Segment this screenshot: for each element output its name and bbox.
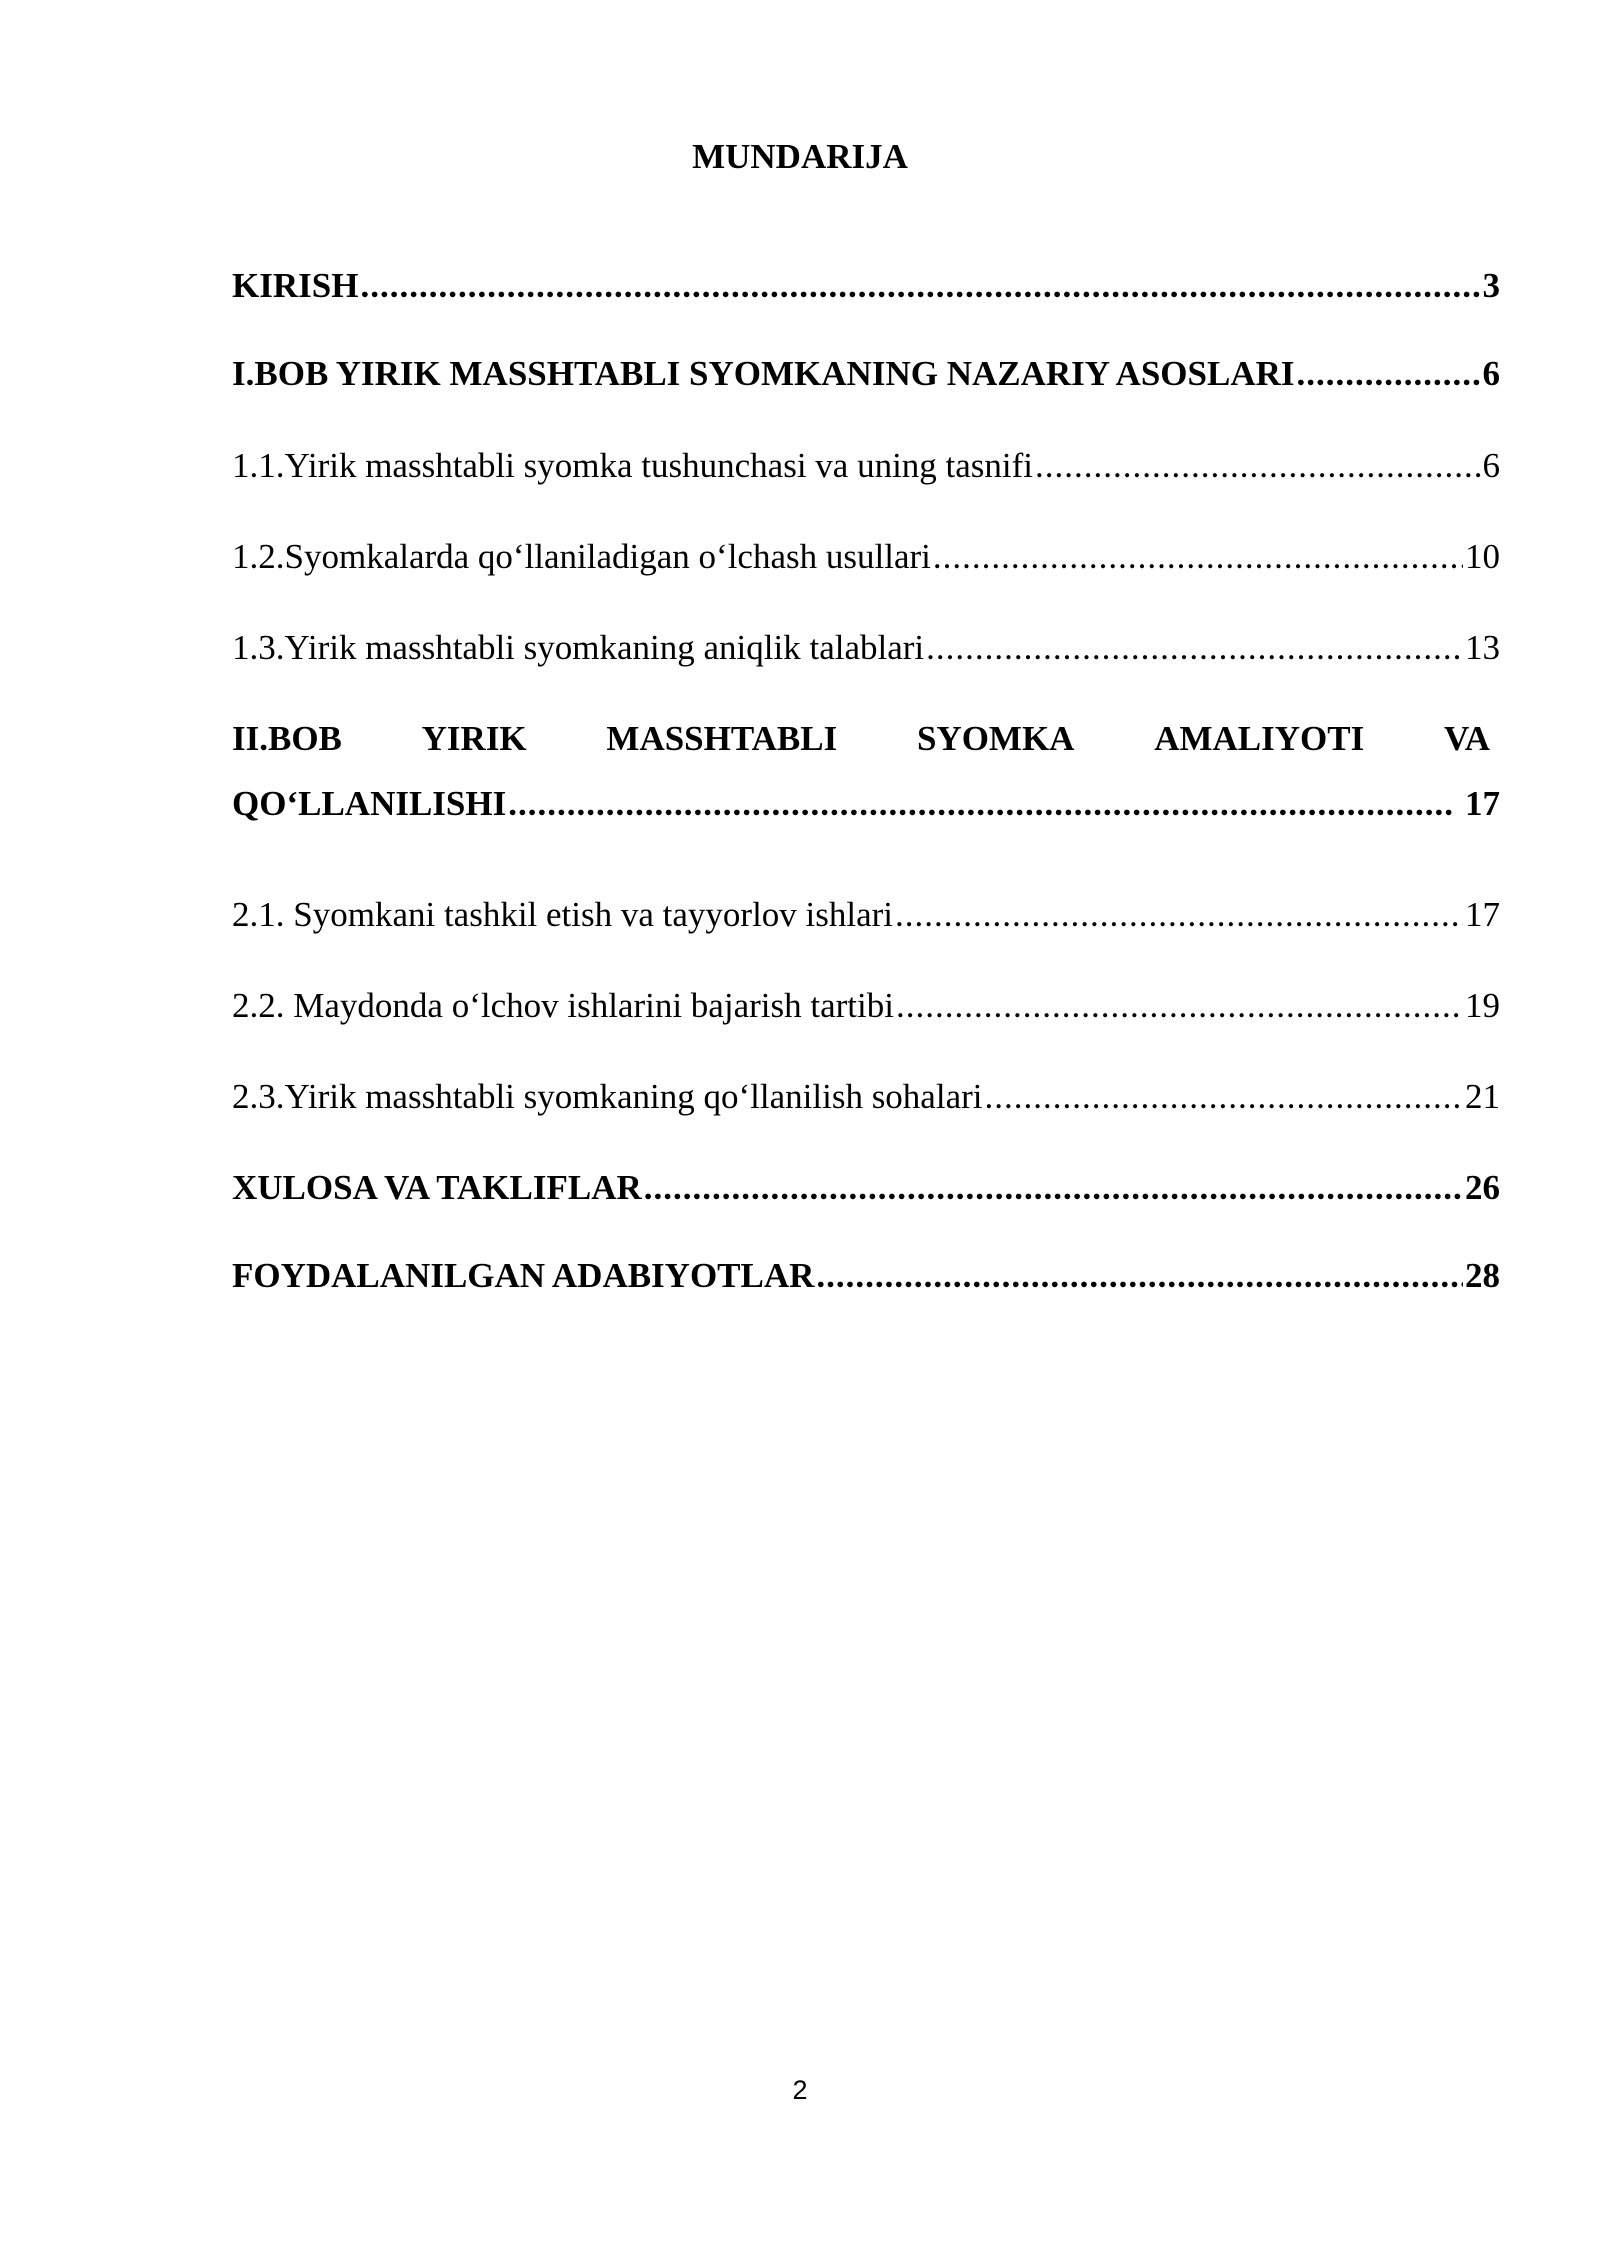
dot-leader (508, 780, 1454, 828)
toc-entry-label: 2.1. Syomkani tashkil etish va tayyorlov ishlari (232, 895, 894, 934)
toc-entry-label: 2.2. Maydonda o‘lchov ishlarini bajarish tartibi (232, 986, 894, 1025)
toc-entry-page: 21 (1465, 1077, 1500, 1116)
toc-entry-page: 19 (1465, 986, 1500, 1025)
toc-entry-word: II.BOB (232, 719, 342, 758)
toc-entry-label: 1.3.Yirik masshtabli syomkaning aniqlik talablari (232, 628, 925, 667)
toc-entry-2-3[interactable] (232, 1073, 1500, 1121)
toc-entry-label-line-1 (232, 715, 1500, 763)
toc-entry-label: 1.2.Syomkalarda qo‘llaniladigan o‘lchash usullari (232, 537, 931, 576)
toc-entry-label: I.BOB YIRIK MASSHTABLI SYOMKANING NAZARIY ASOSLARI (232, 354, 1295, 393)
toc-entry-chapter-1[interactable] (232, 350, 1500, 398)
toc-entry-1-3[interactable] (232, 624, 1500, 672)
toc-entry-page: 13 (1465, 628, 1500, 667)
toc-entry-page: 6 (1482, 446, 1500, 485)
toc-entry-label: 2.3.Yirik masshtabli syomkaning qo‘llanilish sohalari (232, 1077, 983, 1116)
toc-entry-label: KIRISH (232, 266, 359, 305)
toc-entry-word: AMALIYOTI (1154, 719, 1365, 758)
dot-leader (1297, 350, 1481, 398)
toc-entry-page: 17 (1456, 784, 1500, 823)
dot-leader (360, 262, 1480, 310)
toc-entry-references[interactable] (232, 1252, 1500, 1300)
toc-title-container (0, 133, 1600, 181)
dot-leader (895, 891, 1463, 939)
dot-leader (1035, 442, 1480, 490)
dot-leader (896, 982, 1463, 1030)
toc-title: MUNDARIJA (692, 137, 908, 176)
dot-leader (933, 533, 1463, 581)
toc-entry-2-2[interactable] (232, 982, 1500, 1030)
toc-entry-word: YIRIK (421, 719, 527, 758)
toc-entry-conclusion[interactable] (232, 1164, 1500, 1212)
toc-entry-page: 26 (1465, 1168, 1500, 1207)
toc-entry-label: 1.1.Yirik masshtabli syomka tushunchasi va uning tasnifi (232, 446, 1034, 485)
toc-entry-page: 6 (1482, 354, 1500, 393)
toc-entry-1-2[interactable] (232, 533, 1500, 581)
dot-leader (984, 1073, 1463, 1121)
toc-entry-kirish[interactable] (232, 262, 1500, 310)
toc-entry-label: FOYDALANILGAN ADABIYOTLAR (232, 1256, 815, 1295)
toc-entry-word: MASSHTABLI (606, 719, 838, 758)
toc-entry-label: XULOSA VA TAKLIFLAR (232, 1168, 642, 1207)
page-number: 2 (792, 2075, 808, 2105)
toc-entry-page: 28 (1465, 1256, 1500, 1295)
toc-entry-label: QO‘LLANILISHI (232, 784, 507, 823)
toc-entry-page: 10 (1465, 537, 1500, 576)
toc-entry-word: SYOMKA (916, 719, 1075, 758)
toc-entry-chapter-2[interactable] (232, 715, 1500, 828)
toc-entry-word: VA (1443, 719, 1490, 758)
toc-entry-1-1[interactable] (232, 442, 1500, 490)
toc-entry-page: 17 (1465, 895, 1500, 934)
toc-entry-label-line-2 (232, 780, 1500, 828)
toc-entry-page: 3 (1482, 266, 1500, 305)
dot-leader (816, 1252, 1463, 1300)
toc-entry-2-1[interactable] (232, 891, 1500, 939)
dot-leader (926, 624, 1463, 672)
dot-leader (644, 1164, 1463, 1212)
